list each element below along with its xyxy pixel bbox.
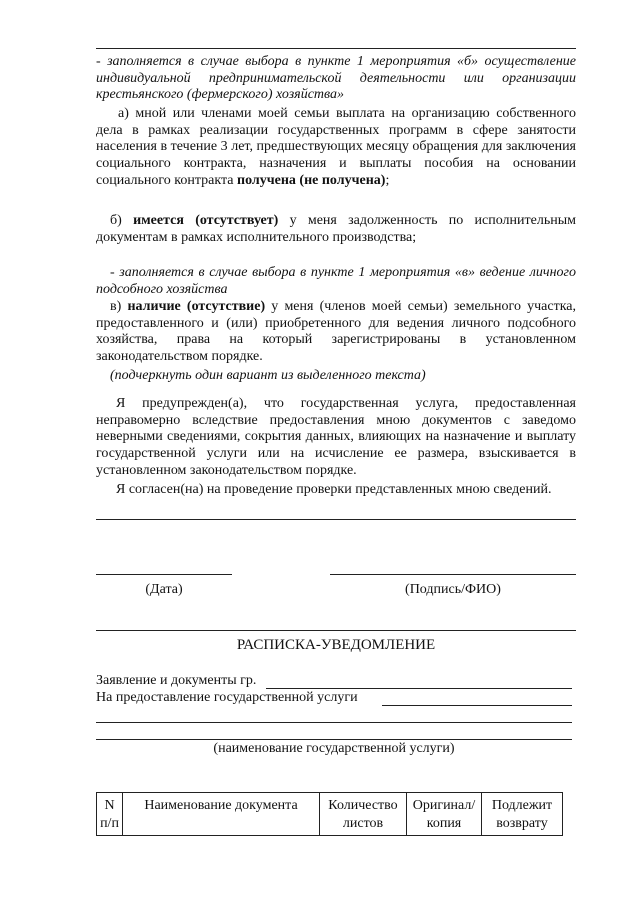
item-v-paragraph xyxy=(96,299,576,366)
warning-paragraph: Я предупрежден(а), что государственная услуга, предоставленная неправомерно вследствие предоставления мною документов с заведомо неверными сведениями, сокрытия данных, влияющих на назначение и выплату государственной услуги или на исчисление ее размера, взыскивается в установленном законодательством порядке. xyxy=(96,396,576,478)
consent-rule xyxy=(96,519,576,520)
service-line-3[interactable] xyxy=(96,739,572,740)
item-v-text: у меня (членов моей семьи) земельного участка, предоставленного и (или) приобретенного для ведения личного подсобного хозяйства, права на который зарегистрированы в установленном законодательством порядке. xyxy=(96,299,576,365)
item-a-text: а) мной или членами моей семьи выплата на организацию собственного дела в рамках реализации государственных программ в сфере занятости населения в течение 3 лет, предшествующих месяцу обращения для заключения социального контракта, назначения и выплаты пособия на основании социального контракта xyxy=(96,106,576,188)
signature-line[interactable] xyxy=(330,574,576,575)
applicant-name-line[interactable] xyxy=(266,688,572,689)
table-header-row xyxy=(97,793,563,836)
header-original-copy: Оригинал/ копия xyxy=(407,793,482,836)
signature-label: (Подпись/ФИО) xyxy=(405,582,501,597)
item-a-end: ; xyxy=(385,172,390,188)
header-return: Подлежит возврату xyxy=(482,793,563,836)
date-line[interactable] xyxy=(96,574,232,575)
service-label: На предоставление государственной услуги xyxy=(96,690,358,705)
date-label: (Дата) xyxy=(145,582,183,597)
consent-paragraph: Я согласен(на) на проведение проверки представленных мною сведений. xyxy=(116,482,552,497)
underline-hint: (подчеркнуть один вариант из выделенного текста) xyxy=(110,368,426,383)
receipt-title: РАСПИСКА-УВЕДОМЛЕНИЕ xyxy=(236,637,436,653)
top-rule xyxy=(96,48,576,49)
section-b-note: - заполняется в случае выбора в пункте 1 мероприятия «б» осуществление индивидуальной предпринимательской деятельности или организации крестьянского (фермерского) хозяйства» xyxy=(96,54,576,103)
section-v-note: - заполняется в случае выбора в пункте 1 мероприятия «в» ведение личного подсобного хозяйства xyxy=(96,265,576,297)
header-sheet-count: Количество листов xyxy=(320,793,407,836)
item-b-prefix: б) xyxy=(110,213,134,228)
header-number: N п/п xyxy=(97,793,123,836)
item-b-paragraph xyxy=(96,213,576,246)
item-a-paragraph xyxy=(96,106,576,190)
item-v-options: наличие (отсутствие) xyxy=(127,299,266,314)
applicant-label: Заявление и документы гр. xyxy=(96,673,257,688)
header-document-name: Наименование документа xyxy=(123,793,320,836)
item-v-prefix: в) xyxy=(110,299,128,314)
item-b-options: имеется (отсутствует) xyxy=(133,213,279,228)
receipt-separator xyxy=(96,630,576,631)
item-a-options: получена (не получена) xyxy=(237,172,386,188)
service-line-1[interactable] xyxy=(382,705,572,706)
documents-table xyxy=(96,792,563,836)
item-b-text: у меня задолженность по исполнительным документам в рамках исполнительного производства; xyxy=(96,213,576,245)
service-caption: (наименование государственной услуги) xyxy=(213,741,455,756)
service-line-2[interactable] xyxy=(96,722,572,723)
